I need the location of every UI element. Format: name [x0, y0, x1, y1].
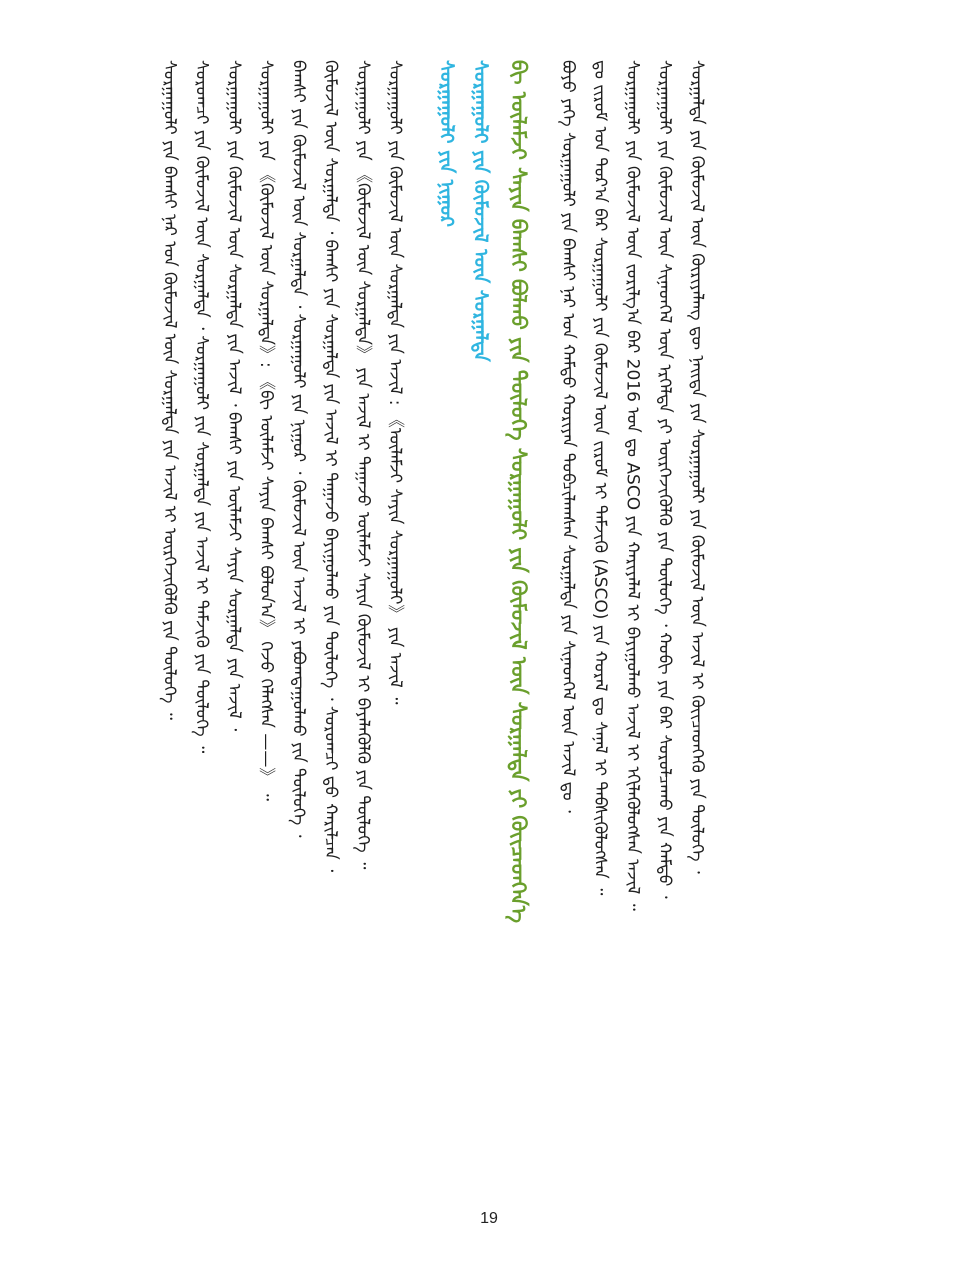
body-column: ᠰᠤᠷᠤᠭᠴᠢ ᠶᠢᠨ ᠬᠦᠮᠦᠵᠢᠯ ᠦᠨ ᠰᠤᠷᠭᠠᠯᠲᠠ ᠂ ᠰᠤᠷᠭᠠᠭᠤᠯᠢ ᠶᠢᠨ ᠰᠤᠷᠭᠠᠯᠲᠠ ᠶᠢᠨ ᠠᠵᠢᠯ ᠢ ᠳᠡᠮᠵᠢᠬᠦ ᠶᠢᠨ ᠲᠥᠯᠦᠭᠡ ᠃: [191, 60, 212, 754]
body-column: ᠪᠠᠭᠰᠢ ᠶᠢᠨ ᠬᠦᠮᠦᠵᠢᠯ ᠦᠨ ᠰᠤᠷᠭᠠᠯᠲᠠ ᠂ ᠰᠤᠷᠭᠠᠭᠤᠯᠢ ᠶᠢᠨ ᠨᠢᠭᠤᠷ ᠂ ᠬᠦᠮᠦᠵᠢᠯ ᠦᠨ ᠠᠵᠢᠯ ᠢ ᠶᠠᠪᠤᠭᠳᠠᠭᠤᠯᠬᠤ ᠶᠢᠨ ᠲᠥᠯᠦᠭᠡ ᠂: [288, 60, 309, 838]
body-column: ᠰᠤᠷᠭᠠᠭᠤᠯᠢ ᠶᠢᠨ 《ᠬᠦᠮᠦᠵᠢᠯ ᠦᠨ ᠰᠤᠷᠭᠠᠯᠲᠠ》: 《ᠪᠢ ᠦᠯᠡᠮᠵᠢ ᠰᠠᠶᠢᠨ ᠪᠠᠭᠰᠢ ᠪᠣᠯᠤᠨ᠎ᠠ》 ᠭᠡᠵᠦ ᠬᠡᠯᠡᠭᠰᠡᠨ ——》 ᠃: [256, 60, 277, 801]
body-column: ᠰᠤᠷᠭᠠᠭᠤᠯᠢ ᠶᠢᠨ ᠬᠦᠮᠦᠵᠢᠯ ᠦᠨ ᠰᠢᠨᠡᠳᠬᠡᠯ ᠦᠨ ᠡᠷᠭᠡᠯᠲᠡ ᠶᠢ ᠥᠷᠭᠡᠵᠢᠭᠦᠯᠬᠦ ᠶᠢᠨ ᠲᠥᠯᠦᠭᠡ ᠂ ᠬᠤᠪᠢ ᠶᠢᠨ ᠪᠠᠷ ᠰᠤᠷᠤᠯᠴᠠᠬᠤ ᠶᠢᠨ ᠬᠠᠮᠲᠤ ᠂: [654, 60, 675, 899]
page-number: 19: [480, 1210, 498, 1227]
section-heading: ᠪᠢ ᠦᠯᠡᠮᠵᠢ ᠰᠠᠶᠢᠨ ᠪᠠᠭᠰᠢ ᠪᠣᠯᠬᠤ ᠶᠢᠨ ᠲᠥᠯᠦᠭᠡ ᠰᠤᠷᠭᠠᠭᠤᠯᠢ ᠶᠢᠨ ᠬᠦᠮᠦᠵᠢᠯ ᠦᠨ ᠰᠤᠷᠭᠠᠯᠲᠠ ᠶᠢ ᠭᠦᠢᠴᠡᠳᠬᠡᠨ᠎ᠡ: [506, 60, 531, 924]
column-spacer: [408, 60, 425, 1200]
vertical-text-block: [150, 60, 710, 1200]
body-column: ᠰᠤᠷᠭᠠᠭᠤᠯᠢ ᠶᠢᠨ ᠪᠠᠭᠰᠢ ᠨᠠᠷ ᠤᠨ ᠬᠦᠮᠦᠵᠢᠯ ᠦᠨ ᠰᠤᠷᠭᠠᠯᠲᠠ ᠶᠢᠨ ᠠᠵᠢᠯ ᠢ ᠥᠷᠭᠡᠵᠢᠭᠦᠯᠬᠦ ᠶᠢᠨ ᠲᠥᠯᠦᠭᠡ ᠃: [159, 60, 180, 720]
body-column: ᠰᠤᠷᠭᠠᠭᠤᠯᠢ ᠶᠢᠨ 《ᠬᠦᠮᠦᠵᠢᠯ ᠦᠨ ᠰᠤᠷᠭᠠᠯᠲᠠ》 ᠶᠢᠨ ᠠᠵᠢᠯ ᠢ ᠳᠠᠭᠠᠵᠤ ᠦᠯᠡᠮᠵᠢ ᠰᠠᠶᠢᠨ ᠬᠦᠮᠦᠵᠢᠯ ᠢ ᠪᠡᠶᠡᠯᠡᠭᠦᠯᠬᠦ ᠶᠢᠨ ᠲᠥᠯᠦᠭᠡ ᠃: [352, 60, 373, 870]
body-column: ᠰᠤᠷᠭᠠᠭᠤᠯᠢ ᠶᠢᠨ ᠬᠦᠮᠦᠵᠢᠯ ᠦᠨ ᠰᠤᠷᠭᠠᠯᠲᠠ ᠶᠢᠨ ᠠᠵᠢᠯ : 《ᠦᠯᠡᠮᠵᠢ ᠰᠠᠶᠢᠨ ᠰᠤᠷᠭᠠᠭᠤᠯᠢ》 ᠶᠢᠨ ᠠᠵᠢᠯ ᠃: [385, 60, 406, 705]
body-column: ᠰᠤᠷᠭᠠᠯᠲᠠ ᠶᠢᠨ ᠬᠦᠮᠦᠵᠢᠯ ᠦᠨ ᠬᠦᠷᠢᠶᠡᠯᠡᠩ ᠳᠦ ᠨᠡᠢᠲᠡ ᠶᠢᠨ ᠰᠤᠷᠭᠠᠭᠤᠯᠢ ᠶᠢᠨ ᠬᠦᠮᠦᠵᠢᠯ ᠦᠨ ᠠᠵᠢᠯ ᠢ ᠭᠦᠢᠴᠡᠳᠬᠡᠬᠦ ᠶᠢᠨ ᠲᠥᠯᠦᠭᠡ ᠂: [687, 60, 707, 874]
body-column: ᠰᠤᠷᠭᠠᠭᠤᠯᠢ ᠶᠢᠨ ᠬᠦᠮᠦᠵᠢᠯ ᠦᠨ ᠵᠤᠷᠢᠯᠭ᠎ᠠ ᠪᠠᠷ 2016 ᠤᠨ ᠳᠤ ASCO ᠶᠢᠨ ᠬᠠᠷᠢᠶᠠᠯᠠᠯ ᠢ ᠪᠠᠶᠢᠭᠤᠯᠬᠤ ᠠᠵᠢᠯ ᠢ ᠡᠬᠢᠯᠡᠭᠦᠯᠦᠭᠰᠡᠨ ᠠᠵᠢᠯ ᠃: [622, 60, 643, 911]
body-column: ᠳᠤ ᠵᠢᠷᠤᠮ ᠤᠨ ᠳᠤᠷ᠎ᠠ ᠪᠠᠷ ᠰᠤᠷᠭᠠᠭᠤᠯᠢ ᠶᠢᠨ ᠬᠦᠮᠦᠵᠢᠯ ᠦᠨ ᠵᠢᠷᠤᠮ ᠢ ᠳᠡᠮᠵᠢᠬᠦ (ASCO) ᠶᠢᠨ ᠬᠤᠷᠠᠯ ᠳᠤ ᠰᠠᠨᠠᠯ ᠢ ᠳᠡᠪᠰᠢᠭᠦᠯᠦᠭᠰᠡᠨ ᠃: [590, 60, 611, 896]
body-column: ᠰᠤᠷᠭᠠᠭᠤᠯᠢ ᠶᠢᠨ ᠬᠦᠮᠦᠵᠢᠯ ᠦᠨ ᠰᠤᠷᠭᠠᠯᠲᠠ ᠶᠢᠨ ᠠᠵᠢᠯ ᠂ ᠪᠠᠭᠰᠢ ᠶᠢᠨ ᠦᠯᠡᠮᠵᠢ ᠰᠠᠶᠢᠨ ᠰᠤᠷᠭᠠᠯᠲᠠ ᠶᠢᠨ ᠠᠵᠢᠯ ᠂: [223, 60, 244, 732]
subheading: ᠰᠤᠷᠭᠠᠭᠤᠯᠢ ᠶᠢᠨ ᠨᠢᠭᠤᠷ: [435, 60, 458, 228]
column-spacer: [532, 60, 549, 1200]
body-column: ᠬᠦᠮᠦᠵᠢᠯ ᠦᠨ ᠰᠤᠷᠭᠠᠯᠲᠠ ᠂ ᠪᠠᠭᠰᠢ ᠶᠢᠨ ᠰᠤᠷᠭᠠᠯᠲᠠ ᠶᠢᠨ ᠠᠵᠢᠯ ᠢ ᠳᠠᠭᠠᠵᠤ ᠪᠠᠶᠢᠭᠤᠯᠬᠤ ᠶᠢᠨ ᠲᠥᠯᠦᠭᠡ ᠂ ᠰᠤᠷᠤᠭᠴᠢ ᠳ᠋ᠤ ᠬᠠᠷᠢᠯᠴᠠᠨ ᠂: [320, 60, 341, 873]
body-column: ᠪᠤᠶᠤ ᠶᠡᠬᠡ ᠰᠤᠷᠭᠠᠭᠤᠯᠢ ᠶᠢᠨ ᠪᠠᠭᠰᠢ ᠨᠠᠷ ᠤᠨ ᠬᠠᠮᠲᠤ ᠬᠤᠷᠢᠶᠠᠨ ᠲᠤᠪᠴᠢᠯᠠᠭᠰᠠᠨ ᠰᠤᠷᠭᠠᠯᠲᠠ ᠶᠢᠨ ᠰᠢᠨᠡᠳᠬᠡᠯ ᠦᠨ ᠠᠵᠢᠯ ᠳᠤ ᠂: [557, 60, 578, 813]
subheading: ᠰᠤᠷᠭᠠᠭᠤᠯᠢ ᠶᠢᠨ ᠬᠦᠮᠦᠵᠢᠯ ᠦᠨ ᠰᠤᠷᠭᠠᠯᠲᠠ: [469, 60, 492, 362]
